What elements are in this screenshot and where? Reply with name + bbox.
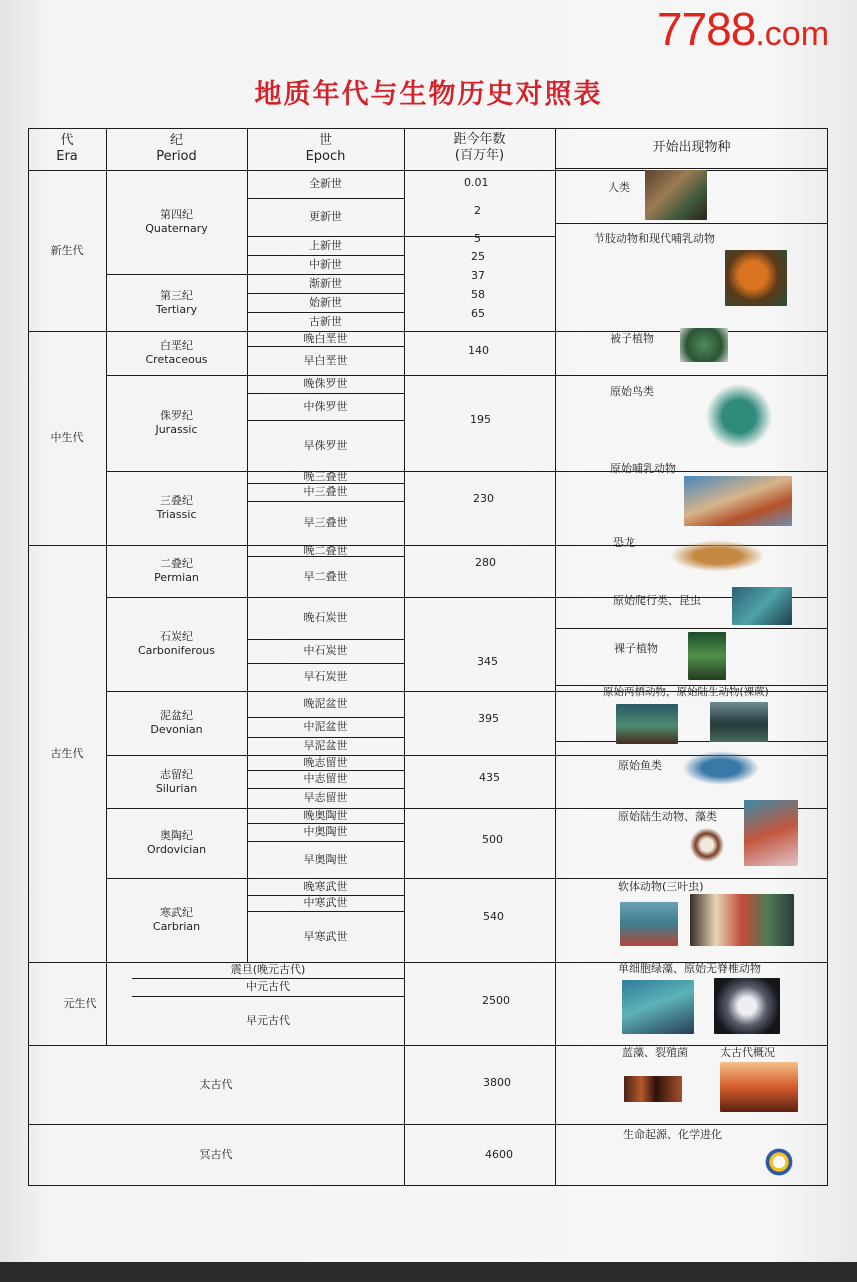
period-cn: 三叠纪 (160, 494, 193, 507)
era-cell: 古生代 (50, 746, 84, 760)
gymnosperm-picture (688, 632, 726, 680)
header-years-cn: 距今年数 (453, 132, 506, 147)
species-label: 单细胞绿藻、原始无脊椎动物 (618, 962, 761, 975)
species-label: 节肢动物和现代哺乳动物 (594, 232, 715, 245)
early-land-animal-picture (684, 828, 730, 862)
epoch-cell: 中三叠世 (303, 485, 348, 498)
period-en: Carboniferous (137, 644, 216, 657)
header-period-cn: 纪 (169, 133, 183, 148)
years-value: 500 (482, 833, 503, 846)
watermark-brand: 7788 (657, 3, 756, 55)
epoch-cell: 早元古代 (246, 1013, 290, 1027)
epoch-cell: 始新世 (309, 295, 342, 309)
epoch-cell: 晚寒武世 (303, 879, 348, 893)
humans-picture (645, 170, 707, 220)
period-cn: 泥盆纪 (160, 709, 193, 722)
species-label: 原始哺乳动物 (610, 462, 676, 475)
archaeopteryx-picture (700, 378, 778, 448)
epoch-cell: 晚奥陶世 (303, 808, 348, 822)
header-species: 开始出现物种 (652, 140, 731, 155)
years-value: 435 (479, 771, 500, 784)
species-label: 原始两栖动物，原始陆生动物(裸蕨) (603, 686, 769, 698)
era-cell: 中生代 (50, 431, 84, 444)
period-cell (106, 878, 247, 962)
epoch-cell: 晚白垩世 (303, 331, 348, 345)
period-cell (106, 331, 247, 375)
archean-landscape-picture (720, 1062, 798, 1112)
epoch-cell: 早白垩世 (303, 353, 348, 367)
header-epoch (247, 128, 404, 170)
era-cell: 新生代 (50, 243, 84, 257)
epoch-cell: 古新世 (309, 314, 342, 328)
epoch-cell: 晚二叠世 (303, 543, 348, 557)
angiosperm-picture (680, 328, 728, 362)
epoch-cell: 中侏罗世 (303, 399, 348, 413)
period-en: Permian (154, 571, 199, 584)
col-line (404, 128, 405, 1186)
species-label: 生命起源、化学进化 (623, 1128, 722, 1141)
header-epoch-cn: 世 (318, 133, 332, 148)
epoch-cell: 渐新世 (309, 276, 342, 290)
epoch-cell: 中新世 (309, 257, 342, 271)
header-years-unit: (百万年) (454, 148, 505, 163)
species-label: 原始爬行类、昆虫 (613, 594, 701, 607)
epoch-cell: 晚三叠世 (303, 470, 348, 483)
species-label: 软体动物(三叶虫) (618, 880, 704, 893)
species-label: 被子植物 (610, 332, 654, 345)
period-cell (106, 755, 247, 808)
era-cell: 冥古代 (199, 1148, 233, 1161)
era-cell: 元生代 (63, 996, 97, 1010)
period-cell (106, 808, 247, 878)
epoch-cell: 中泥盆世 (303, 720, 348, 733)
years-value: 58 (471, 288, 485, 301)
period-cn: 奥陶纪 (160, 829, 193, 842)
years-value: 195 (470, 413, 491, 426)
species-label: 太古代概况 (720, 1046, 775, 1059)
epoch-cell: 全新世 (309, 177, 342, 190)
years-value: 2500 (482, 994, 510, 1007)
epoch-cell: 早志留世 (303, 791, 348, 804)
period-en: Silurian (155, 781, 198, 795)
epoch-cell: 早侏罗世 (303, 438, 348, 452)
header-years (404, 128, 555, 168)
cyanobacteria-picture (624, 1076, 682, 1102)
epoch-cell: 更新世 (309, 210, 342, 223)
years-value: 230 (473, 492, 494, 505)
trilobite-picture (620, 902, 678, 946)
period-en: Ordovician (146, 843, 207, 856)
green-algae-picture (622, 980, 694, 1034)
epoch-cell: 中石炭世 (303, 644, 348, 657)
epoch-cell: 早二叠世 (303, 569, 348, 583)
period-cn: 石炭纪 (160, 630, 193, 643)
period-cell (106, 274, 247, 331)
early-mammal-picture (684, 476, 792, 526)
species-label: 原始鱼类 (618, 759, 662, 772)
dinosaur-picture (668, 536, 778, 576)
epoch-cell: 上新世 (309, 238, 342, 252)
epoch-cell: 中奥陶世 (303, 825, 348, 838)
watermark-suffix: .com (755, 15, 830, 53)
species-label: 裸子植物 (614, 642, 658, 655)
epoch-cell: 早奥陶世 (303, 852, 348, 866)
species-label: 人类 (608, 181, 630, 194)
epoch-cell: 早三叠世 (303, 516, 348, 529)
period-cell (106, 170, 247, 274)
period-cell (106, 545, 247, 597)
years-value: 395 (478, 712, 499, 725)
period-en: Triassic (156, 508, 197, 521)
reptile-picture (732, 587, 792, 625)
species-label: 原始鸟类 (610, 385, 654, 398)
epoch-cell: 震旦(晚元古代) (230, 963, 306, 976)
period-cell (106, 597, 247, 691)
years-value: 540 (483, 910, 504, 923)
origin-of-life-diagram (748, 1132, 810, 1182)
header-period-en: Period (156, 149, 197, 164)
epoch-cell: 早石炭世 (303, 670, 348, 683)
mammal-picture (725, 250, 787, 306)
epoch-cell: 早泥盆世 (303, 739, 348, 752)
epoch-cell: 中志留世 (303, 772, 348, 785)
header-epoch-en: Epoch (305, 149, 346, 164)
period-en: Tertiary (155, 302, 198, 316)
early-fish-picture (676, 748, 766, 788)
years-value: 4600 (485, 1148, 513, 1161)
period-en: Devonian (150, 723, 203, 736)
epoch-cell: 晚泥盆世 (303, 697, 348, 710)
years-value: 5 (474, 232, 481, 245)
row-line (555, 168, 828, 169)
page-title: 地质年代与生物历史对照表 (254, 79, 603, 110)
watermark (657, 4, 829, 59)
row-line (555, 628, 828, 629)
years-value: 2 (474, 204, 481, 217)
years-value: 140 (468, 344, 489, 357)
years-value: 280 (475, 556, 496, 569)
epoch-cell: 晚侏罗世 (303, 377, 348, 390)
header-era-cn: 代 (60, 133, 74, 148)
period-en: Cretaceous (145, 353, 208, 366)
psilophyte-picture (710, 702, 768, 742)
period-en: Jurassic (155, 423, 198, 436)
geologic-time-table (28, 128, 828, 1186)
species-label: 原始陆生动物、藻类 (618, 810, 717, 823)
epoch-cell: 晚志留世 (303, 755, 348, 769)
header-era (28, 128, 106, 170)
era-cell: 太古代 (199, 1077, 233, 1091)
period-en: Carbrian (152, 920, 201, 933)
row-line (555, 223, 828, 224)
period-en: Quaternary (145, 222, 208, 235)
period-cn: 白垩纪 (160, 339, 193, 352)
years-value: 65 (471, 307, 485, 320)
years-value: 37 (471, 269, 485, 282)
period-cn: 侏罗纪 (160, 409, 193, 422)
years-value: 25 (471, 250, 485, 263)
years-value: 345 (477, 655, 498, 668)
period-cn: 二叠纪 (160, 557, 193, 570)
years-value: 3800 (483, 1076, 511, 1089)
row-line (555, 741, 828, 742)
amphibian-picture (616, 704, 678, 744)
epoch-cell: 中寒武世 (303, 896, 348, 909)
bottom-shadow (0, 1262, 857, 1282)
period-cell (106, 375, 247, 471)
period-cn: 志留纪 (160, 767, 193, 781)
period-cell (106, 471, 247, 545)
period-cell (106, 691, 247, 755)
invertebrate-picture (714, 978, 780, 1034)
col-line (555, 128, 556, 1186)
epoch-cell: 晚石炭世 (303, 611, 348, 624)
header-era-en: Era (56, 149, 78, 164)
period-cn: 寒武纪 (160, 906, 193, 919)
mollusc-picture (690, 894, 794, 946)
header-period (106, 128, 247, 170)
epoch-cell: 早寒武世 (303, 929, 348, 943)
species-label: 蓝藻、裂殖菌 (622, 1046, 688, 1059)
epoch-cell: 中元古代 (246, 980, 290, 993)
species-label: 恐龙 (613, 536, 635, 549)
period-cn: 第四纪 (160, 208, 193, 221)
years-value: 0.01 (464, 176, 489, 189)
algae-picture (744, 800, 798, 866)
period-cn: 第三纪 (160, 288, 193, 302)
